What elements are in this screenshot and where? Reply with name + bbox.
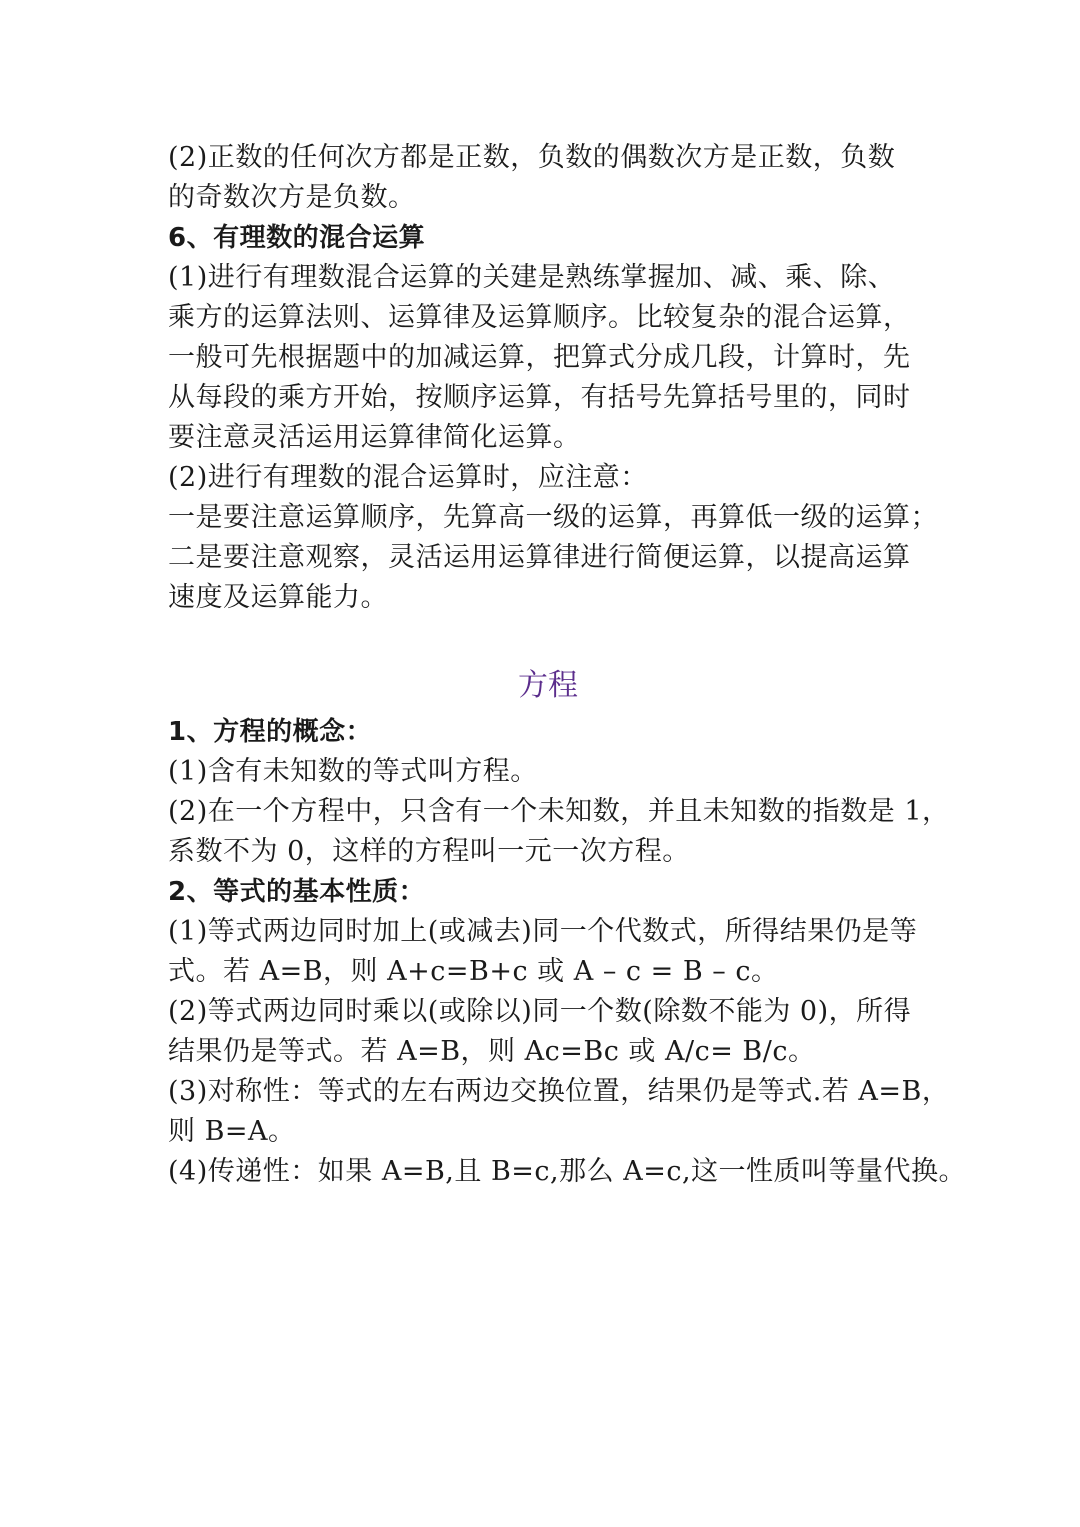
spacer xyxy=(168,618,928,664)
text-line: 速度及运算能力。 xyxy=(168,582,388,613)
text-line: 从每段的乘方开始，按顺序运算，有括号先算括号里的，同时 xyxy=(168,382,911,413)
text-line: 要注意灵活运用运算律简化运算。 xyxy=(168,422,581,453)
text-line: (2)等式两边同时乘以(或除以)同一个数(除数不能为 0)，所得 xyxy=(168,996,912,1027)
text-line: 一般可先根据题中的加减运算，把算式分成几段，计算时，先 xyxy=(168,342,911,373)
text-line: 乘方的运算法则、运算律及运算顺序。比较复杂的混合运算， xyxy=(168,302,911,333)
paragraph-powers xyxy=(168,138,928,218)
document-page xyxy=(168,138,967,1192)
section-heading: 6、有理数的混合运算 xyxy=(168,223,426,253)
section-heading: 1、方程的概念： xyxy=(168,717,373,747)
text-line: 式。若 A=B，则 A+c=B+c 或 A – c = B – c。 xyxy=(168,956,779,987)
text-line: (4)传递性：如果 A=B,且 B=c,那么 A=c,这一性质叫等量代换。 xyxy=(168,1156,967,1187)
text-line: (1)进行有理数混合运算的关建是熟练掌握加、减、乘、除、 xyxy=(168,262,896,293)
text-line: (1)等式两边同时加上(或减去)同一个代数式，所得结果仍是等 xyxy=(168,916,918,947)
text-line: 的奇数次方是负数。 xyxy=(168,182,416,213)
text-line: 二是要注意观察，灵活运用运算律进行简便运算，以提高运算 xyxy=(168,542,911,573)
section-equality-properties xyxy=(168,872,967,1192)
section-title-equation: 方程 xyxy=(518,668,578,703)
text-line: (1)含有未知数的等式叫方程。 xyxy=(168,756,538,787)
text-line: (2)在一个方程中，只含有一个未知数，并且未知数的指数是 1， xyxy=(168,796,950,827)
text-line: 系数不为 0，这样的方程叫一元一次方程。 xyxy=(168,836,690,867)
text-line: 结果仍是等式。若 A=B，则 Ac=Bc 或 A/c= B/c。 xyxy=(168,1036,816,1067)
text-line: (2)进行有理数的混合运算时，应注意： xyxy=(168,462,648,493)
text-line: (3)对称性：等式的左右两边交换位置，结果仍是等式.若 A=B， xyxy=(168,1076,950,1107)
section-mixed-operations xyxy=(168,218,938,618)
text-line: 则 B=A。 xyxy=(168,1116,296,1147)
text-line: 一是要注意运算顺序，先算高一级的运算，再算低一级的运算； xyxy=(168,502,938,533)
section-equation-concept xyxy=(168,712,950,872)
section-heading: 2、等式的基本性质： xyxy=(168,877,426,907)
text-line: (2)正数的任何次方都是正数，负数的偶数次方是正数，负数 xyxy=(168,142,896,173)
